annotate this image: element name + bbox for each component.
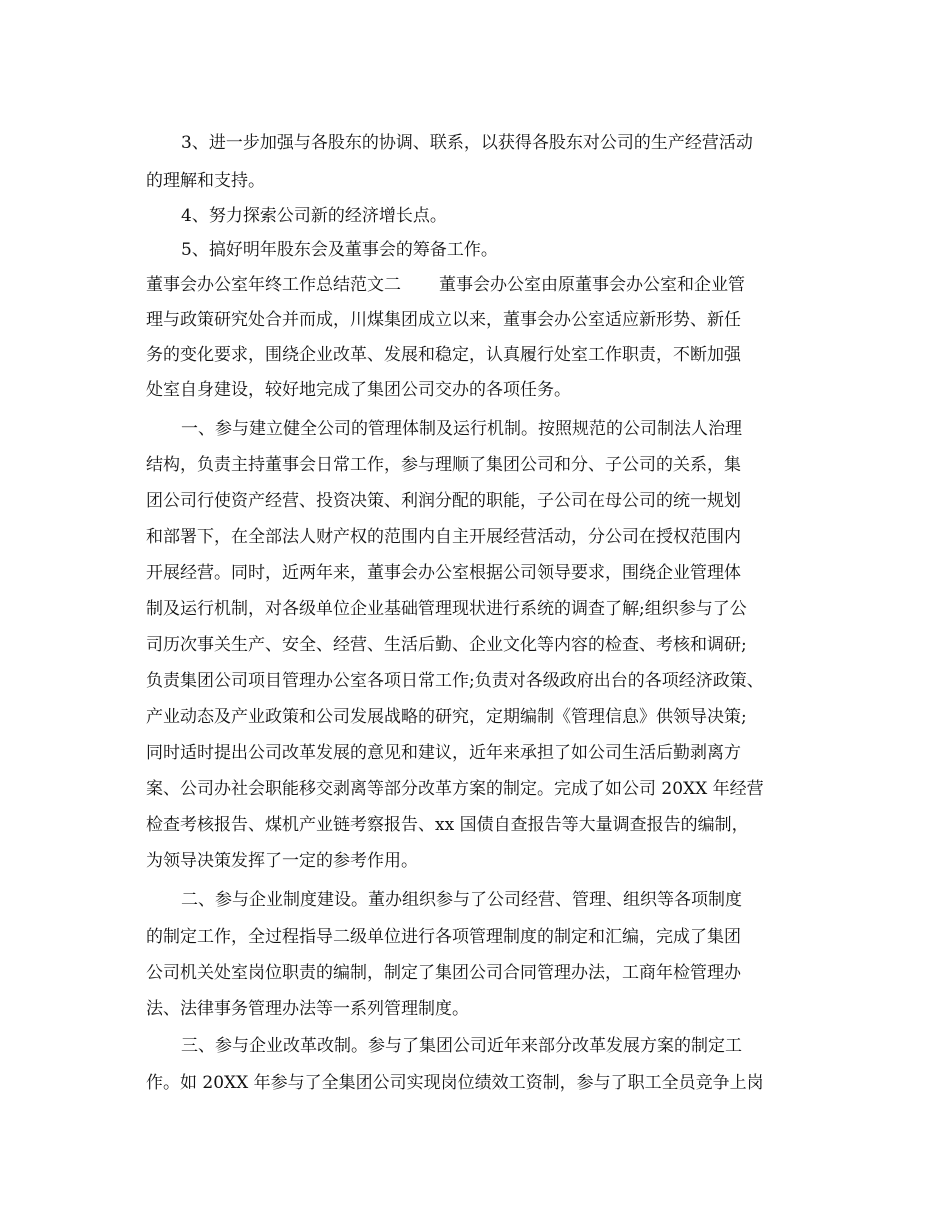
- text-line: 5、搞好明年股东会及董事会的筹备工作。: [181, 240, 498, 260]
- text-line: 处室自身建设，较好地完成了集团公司交办的各项任务。: [146, 380, 571, 400]
- text-line: 公司机关处室岗位职责的编制，制定了集团公司合同管理办法，工商年检管理办: [146, 963, 741, 983]
- text-line: 结构，负责主持董事会日常工作，参与理顺了集团公司和分、子公司的关系，集: [146, 455, 741, 475]
- text-line: 一、参与建立健全公司的管理体制及运行机制。按照规范的公司制法人治理: [181, 419, 742, 439]
- text-line: 4、努力探索公司新的经济增长点。: [181, 206, 447, 226]
- text-line: 产业动态及产业政策和公司发展战略的研究，定期编制《管理信息》供领导决策;: [146, 707, 747, 727]
- text-line: 三、参与企业改革改制。参与了集团公司近年来部分改革发展方案的制定工: [181, 1036, 742, 1056]
- text-line: 司历次事关生产、安全、经营、生活后勤、企业文化等内容的检查、考核和调研;: [146, 635, 747, 655]
- text-line: 3、进一步加强与各股东的协调、联系，以获得各股东对公司的生产经营活动: [181, 133, 753, 153]
- text-line: 的制定工作，全过程指导二级单位进行各项管理制度的制定和汇编，完成了集团: [146, 927, 741, 947]
- text-line: 负责集团公司项目管理办公室各项日常工作;负责对各级政府出台的各项经济政策、: [146, 671, 764, 691]
- text-line: 务的变化要求，围绕企业改革、发展和稳定，认真履行处室工作职责，不断加强: [146, 345, 741, 365]
- text-line: 和部署下，在全部法人财产权的范围内自主开展经营活动，分公司在授权范围内: [146, 527, 741, 547]
- text-line: 同时适时提出公司改革发展的意见和建议，近年来承担了如公司生活后勤剥离方: [146, 743, 741, 763]
- section-title: 董事会办公室年终工作总结范文二: [146, 275, 401, 295]
- text-line: 开展经营。同时，近两年来，董事会办公室根据公司领导要求，围绕企业管理体: [146, 563, 741, 583]
- text-line: 检查考核报告、煤机产业链考察报告、xx 国债自查报告等大量调查报告的编制，: [146, 815, 749, 835]
- text-line: 案、公司办社会职能移交剥离等部分改革方案的制定。完成了如公司 20XX 年经营: [146, 779, 764, 799]
- section-intro-text: 董事会办公室由原董事会办公室和企业管: [439, 275, 745, 295]
- text-line: 法、法律事务管理办法等一系列管理制度。: [146, 999, 469, 1019]
- text-line: 作。如 20XX 年参与了全集团公司实现岗位绩效工资制，参与了职工全员竞争上岗: [146, 1073, 764, 1093]
- text-line: 团公司行使资产经营、投资决策、利润分配的职能，子公司在母公司的统一规划: [146, 491, 741, 511]
- text-line: 的理解和支持。: [146, 171, 265, 191]
- text-line: 为领导决策发挥了一定的参考作用。: [146, 851, 418, 871]
- section-heading-line: [146, 275, 826, 295]
- text-line: 二、参与企业制度建设。董办组织参与了公司经营、管理、组织等各项制度: [181, 890, 742, 910]
- text-line: 制及运行机制，对各级单位企业基础管理现状进行系统的调查了解;组织参与了公: [146, 599, 747, 619]
- text-line: 理与政策研究处合并而成，川煤集团成立以来，董事会办公室适应新形势、新任: [146, 310, 741, 330]
